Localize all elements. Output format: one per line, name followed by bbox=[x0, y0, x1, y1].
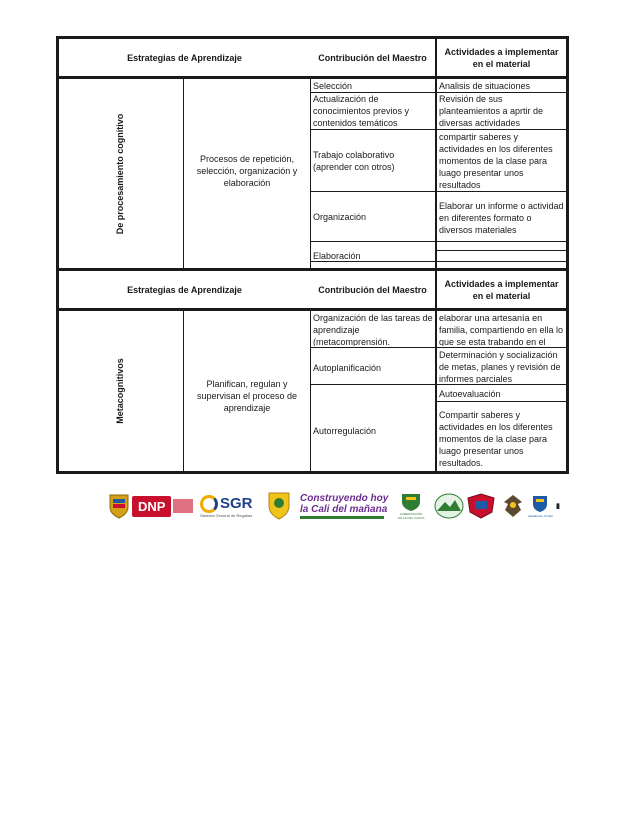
process-description: Planifican, regulan y supervisan el proceso de aprendizaje bbox=[196, 379, 298, 413]
dnp-logo bbox=[132, 486, 193, 526]
contribution-cell: Elaboración bbox=[313, 251, 361, 261]
activity-cell: compartir saberes y actividades en los diferentes momentos de la clase para luago presentar unos resultados bbox=[439, 132, 553, 190]
dnp-mark bbox=[173, 499, 193, 513]
contribution-cell: Selección bbox=[313, 81, 353, 91]
row-rule bbox=[310, 241, 566, 242]
table-border-right bbox=[566, 36, 569, 474]
header-contribution: Contribución del Maestro bbox=[318, 285, 427, 295]
sgr-swirl-icon bbox=[200, 495, 218, 513]
row-rule bbox=[310, 129, 566, 130]
row-rule bbox=[437, 250, 566, 251]
divider-1 bbox=[183, 79, 184, 270]
row-rule bbox=[310, 347, 566, 348]
valle-crest-logo bbox=[396, 486, 426, 526]
header-activities: Actividades a implementar en el material bbox=[444, 279, 559, 301]
dnp-label: DNP bbox=[132, 496, 171, 517]
cali-underline bbox=[300, 516, 384, 519]
header-activities: Actividades a implementar en el material bbox=[444, 47, 559, 69]
table-border-bottom bbox=[56, 471, 569, 474]
contribution-cell: Autoplanificación bbox=[313, 363, 382, 373]
yumbo-landscape-icon bbox=[434, 486, 464, 526]
category-label: De procesamiento cognitivo bbox=[115, 113, 125, 235]
activity-cell: Elaborar un informe o actividad en diferentes formato o diversos materiales bbox=[439, 201, 564, 235]
header-contribution: Contribución del Maestro bbox=[318, 53, 427, 63]
strategy-table bbox=[56, 36, 569, 476]
divider-1 bbox=[183, 311, 184, 471]
activity-cell: Compartir saberes y actividades en los diferentes momentos de la clase para luago presentar unos resultados. bbox=[439, 410, 553, 468]
valle-label: GOBERNACIÓN VALLE DEL CAUCA bbox=[397, 512, 425, 520]
activity-cell: Determinación y socialización de metas, planes y revisión de informes parciales bbox=[439, 350, 561, 383]
table-border-left bbox=[56, 36, 59, 474]
contribution-cell: Organización bbox=[313, 212, 367, 222]
row-rule bbox=[310, 191, 566, 192]
sgr-subtitle: Sistema General de Regalías bbox=[200, 512, 253, 518]
yumbo-crest-logo bbox=[528, 486, 553, 526]
sgr-logo bbox=[200, 486, 253, 526]
row-rule bbox=[437, 401, 566, 402]
colombia-coat-of-arms-icon bbox=[108, 486, 130, 526]
contribution-cell: Autorregulación bbox=[313, 426, 377, 436]
cali-slogan-line1: Construyendo hoy bbox=[300, 492, 389, 504]
category-label: Metacognitivos bbox=[115, 358, 125, 424]
row-rule bbox=[310, 261, 566, 262]
yumbo-label: Alcaldía de Yumbo bbox=[528, 514, 553, 518]
header-divider bbox=[435, 39, 437, 77]
activity-cell: elaborar una artesanía en familia, compartiendo en ella lo que se esta trabando en el bbox=[439, 313, 564, 346]
row-rule bbox=[310, 92, 566, 93]
sgr-label: SGR bbox=[220, 495, 253, 512]
cali-slogan-logo bbox=[300, 486, 388, 526]
contribution-cell: Trabajo colaborativo (aprender con otros) bbox=[313, 150, 395, 172]
header-strategies: Estrategias de Aprendizaje bbox=[127, 285, 242, 295]
activity-cell: Revisión de sus planteamientos a aprtir de diversas actividades bbox=[439, 94, 544, 128]
eagle-crest-icon bbox=[500, 486, 526, 526]
process-description: Procesos de repetición, selección, organización y elaboración bbox=[196, 154, 298, 188]
sponsor-logos bbox=[104, 486, 638, 526]
partial-logo: ▮ bbox=[556, 503, 560, 510]
contribution-cell: Organización de las tareas de aprendizaje (metacomprensión. bbox=[313, 313, 433, 346]
cali-slogan-line2: la Cali del mañana bbox=[300, 503, 388, 515]
activity-cell: Autoevaluación bbox=[439, 389, 501, 399]
contribution-cell: Actualización de conocimientos previos y contenidos temáticos bbox=[313, 94, 410, 128]
header-divider bbox=[435, 271, 437, 309]
row-rule bbox=[310, 384, 566, 385]
activity-cell: Analisis de situaciones bbox=[439, 81, 531, 91]
santiago-de-cali-crest-icon bbox=[266, 486, 292, 526]
header-rule bbox=[56, 308, 569, 311]
regional-crest-icon bbox=[466, 486, 496, 526]
header-strategies: Estrategias de Aprendizaje bbox=[127, 53, 242, 63]
header-rule bbox=[56, 76, 569, 79]
